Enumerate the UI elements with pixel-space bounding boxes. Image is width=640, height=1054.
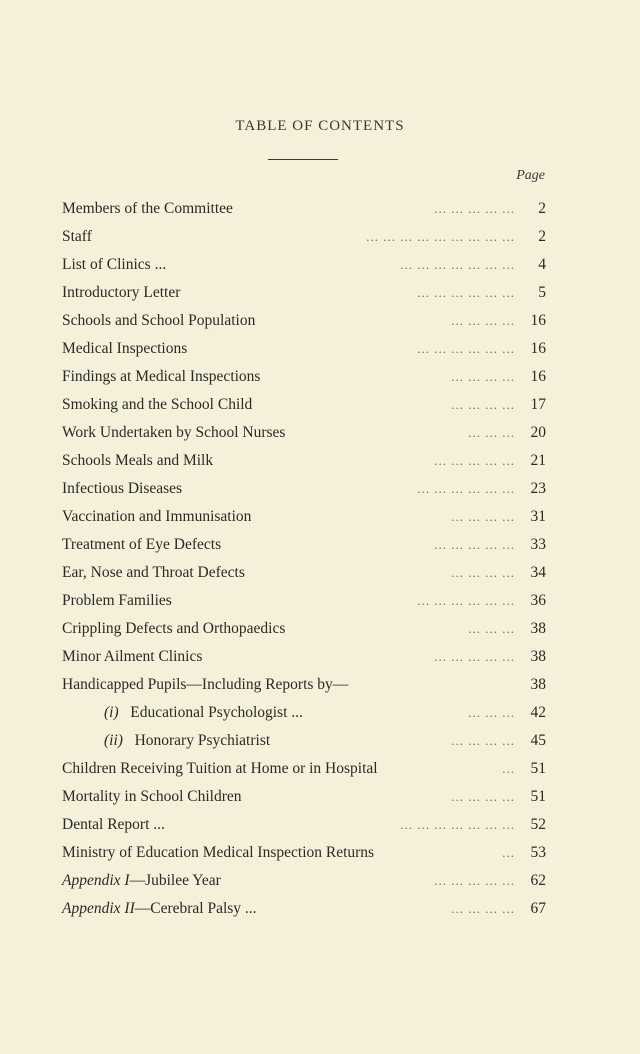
toc-entry-title [104, 727, 270, 755]
toc-entry [0, 699, 640, 727]
toc-page-number: 16 [530, 312, 546, 329]
toc-entry-title: Crippling Defects and Orthopaedics [62, 620, 286, 637]
toc-page-number: 51 [530, 760, 546, 777]
toc-leader-dots: ... ... ... ... ... [434, 649, 515, 664]
toc-page-number: 17 [530, 396, 546, 413]
toc-leader-dots: ... ... ... ... ... [434, 201, 515, 216]
toc-page-number: 4 [538, 256, 546, 273]
toc-entry-title: Ear, Nose and Throat Defects [62, 564, 245, 581]
toc-leader-dots: ... ... ... ... ... [434, 537, 515, 552]
title-rule [268, 159, 338, 160]
toc-page-number: 5 [538, 284, 546, 301]
toc-page-number: 53 [530, 844, 546, 861]
toc-page-number: 33 [530, 536, 546, 553]
toc-leader-dots: ... ... ... ... [451, 509, 515, 524]
toc-entry-title: Findings at Medical Inspections [62, 368, 261, 385]
toc-entry-title: Schools Meals and Milk [62, 452, 214, 469]
toc-entry-title [62, 895, 257, 923]
toc-entry [0, 839, 640, 867]
toc-leader-dots: ... ... ... [468, 621, 515, 636]
toc-entry [0, 531, 640, 559]
toc-entry-text: Honorary Psychiatrist [134, 732, 271, 749]
toc-leader-dots: ... ... ... ... ... ... ... ... ... [366, 229, 515, 244]
toc-page-number: 23 [530, 480, 546, 497]
toc-leader-dots: ... ... ... [468, 425, 515, 440]
toc-entry-title: Introductory Letter [62, 284, 181, 301]
toc-entry-title: Minor Ailment Clinics [62, 648, 203, 665]
toc-entry-prefix: (i) [104, 704, 119, 721]
toc-page-number: 21 [530, 452, 546, 469]
toc-entry-title: Mortality in School Children [62, 788, 242, 805]
toc-leader-dots: ... ... ... ... ... ... [417, 285, 515, 300]
toc-leader-dots: ... ... ... ... ... ... [417, 341, 515, 356]
page-title: TABLE OF CONTENTS [235, 118, 405, 134]
toc-entry [0, 363, 640, 391]
toc-leader-dots: ... [502, 845, 515, 860]
toc-entry-title: Ministry of Education Medical Inspection Returns [62, 844, 375, 861]
toc-entry [0, 643, 640, 671]
toc-page-number: 42 [530, 704, 546, 721]
toc-page-number: 2 [538, 228, 546, 245]
toc-entry-title: Schools and School Population [62, 312, 256, 329]
toc-entry [0, 559, 640, 587]
toc-page-number: 45 [530, 732, 546, 749]
toc-leader-dots: ... ... ... ... ... [434, 873, 515, 888]
toc-leader-dots: ... ... ... ... [451, 397, 515, 412]
toc-entry [0, 419, 640, 447]
toc-entry-title: Problem Families [62, 592, 172, 609]
toc-entry-prefix: (ii) [104, 732, 123, 749]
toc-entry-title: Vaccination and Immunisation [62, 508, 252, 525]
toc-leader-dots: ... ... ... ... [451, 901, 515, 916]
toc-leader-dots: ... ... ... ... ... ... ... [400, 257, 515, 272]
toc-leader-dots: ... ... ... ... [451, 313, 515, 328]
toc-entry [0, 615, 640, 643]
toc-entry-title: Smoking and the School Child [62, 396, 253, 413]
toc-entry [0, 195, 640, 223]
page-column-label: Page [516, 168, 545, 183]
toc-page-number: 62 [530, 872, 546, 889]
toc-entry [0, 475, 640, 503]
toc-entry [0, 447, 640, 475]
toc-entry [0, 251, 640, 279]
toc-page-number: 38 [530, 676, 546, 693]
toc-entry-text: —Cerebral Palsy ... [134, 900, 257, 917]
toc-page-number: 31 [530, 508, 546, 525]
toc-page-number: 51 [530, 788, 546, 805]
toc-entry [0, 223, 640, 251]
toc-page-number: 38 [530, 620, 546, 637]
toc-entry-title [104, 699, 303, 727]
toc-entry [0, 335, 640, 363]
toc-leader-dots: ... ... ... ... [451, 565, 515, 580]
toc-entry-title [62, 867, 221, 895]
toc-page-number: 20 [530, 424, 546, 441]
toc-entry [0, 307, 640, 335]
toc-leader-dots: ... [502, 761, 515, 776]
toc-entry-title: Infectious Diseases [62, 480, 183, 497]
toc-page-number: 16 [530, 340, 546, 357]
toc-leader-dots: ... ... ... ... [451, 369, 515, 384]
toc-entry-appendix: Appendix II [62, 900, 135, 917]
toc-entry-title: Dental Report ... [62, 816, 165, 833]
toc-entry [0, 755, 640, 783]
toc-entry [0, 503, 640, 531]
toc-leader-dots: ... ... ... ... ... ... ... [400, 817, 515, 832]
toc-entry-title: Work Undertaken by School Nurses [62, 424, 286, 441]
toc-entry [0, 867, 640, 895]
toc-page-number: 36 [530, 592, 546, 609]
toc-page-number: 16 [530, 368, 546, 385]
toc-leader-dots: ... ... ... ... ... ... [417, 481, 515, 496]
toc-entry-text: Educational Psychologist ... [130, 704, 303, 721]
toc-entry-title: Staff [62, 228, 92, 245]
toc-entry [0, 727, 640, 755]
toc-entry [0, 587, 640, 615]
toc-entry [0, 783, 640, 811]
toc-entry-title: Children Receiving Tuition at Home or in Hospital [62, 760, 378, 777]
toc-leader-dots: ... ... ... ... ... [434, 453, 515, 468]
toc-entry-title: Members of the Committee [62, 200, 233, 217]
toc-entry-appendix: Appendix I [62, 872, 130, 889]
toc-entry-title: Treatment of Eye Defects [62, 536, 222, 553]
toc-leader-dots: ... ... ... ... [451, 733, 515, 748]
toc-leader-dots: ... ... ... [468, 705, 515, 720]
toc-entry [0, 895, 640, 923]
toc-entry-title: Medical Inspections [62, 340, 188, 357]
table-of-contents [0, 195, 640, 923]
toc-entry [0, 811, 640, 839]
toc-page-number: 67 [530, 900, 546, 917]
toc-leader-dots: ... ... ... ... ... ... [417, 593, 515, 608]
toc-page-number: 38 [530, 648, 546, 665]
toc-entry [0, 279, 640, 307]
toc-page-number: 52 [530, 816, 546, 833]
toc-entry-title: List of Clinics ... [62, 256, 167, 273]
toc-entry-text: —Jubilee Year [129, 872, 221, 889]
toc-entry [0, 671, 640, 699]
toc-page-number: 34 [530, 564, 546, 581]
toc-leader-dots: ... ... ... ... [451, 789, 515, 804]
toc-page-number: 2 [538, 200, 546, 217]
toc-entry [0, 391, 640, 419]
toc-entry-title: Handicapped Pupils—Including Reports by— [62, 676, 349, 693]
